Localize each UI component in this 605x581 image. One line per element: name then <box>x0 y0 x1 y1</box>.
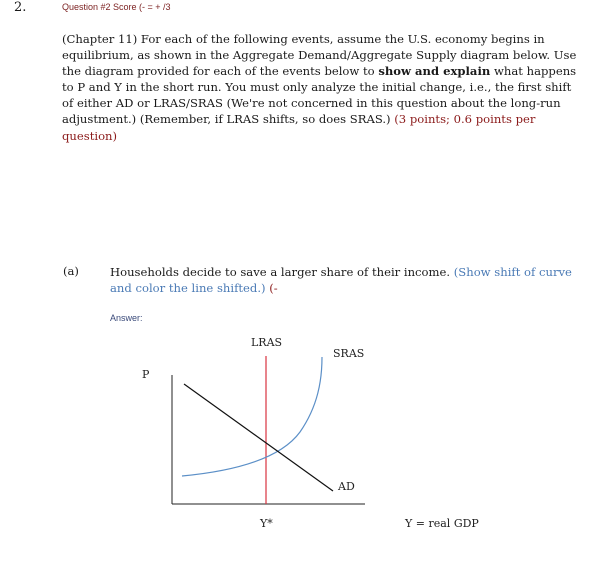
sras-label: SRAS <box>333 347 365 360</box>
lras-label: LRAS <box>251 336 283 349</box>
answer-label: Answer: <box>110 313 143 323</box>
sras-curve <box>182 357 322 476</box>
part-a-trailing: (- <box>265 281 278 295</box>
question-score-header: Question #2 Score (- = + /3 <box>62 2 171 12</box>
part-a-instruction: (Show shift of curve and color the line shifted.) <box>110 265 572 295</box>
intro-text-2: what happens to P and Y in the short run. You must only analyze the initial change, i.e., the first shift of either AD or LRAS/SRAS (We're not concerned in this question about the long-run adjustment.) (Remember, if LRAS shifts, so does SRAS.) <box>62 64 577 127</box>
intro-text-1: (Chapter 11) For each of the following events, assume the U.S. economy begins in equilibrium, as shown in the Aggregate Demand/Aggregate Supply diagram below. Use the diagram provided for each of the events below to <box>62 32 577 79</box>
question-number: 2. <box>14 0 27 15</box>
points-note: (3 points; 0.6 points per question) <box>62 112 536 143</box>
intro-bold-text: show and explain <box>378 64 491 79</box>
part-a-label: (a) <box>63 264 79 278</box>
y-axis-label: P <box>142 368 150 381</box>
y-star-label: Y* <box>260 517 273 530</box>
ad-curve <box>184 384 333 491</box>
part-a-text: Households decide to save a larger share of their income. <box>110 265 454 279</box>
ad-label: AD <box>338 480 355 493</box>
x-axis-label: Y = real GDP <box>405 517 479 530</box>
